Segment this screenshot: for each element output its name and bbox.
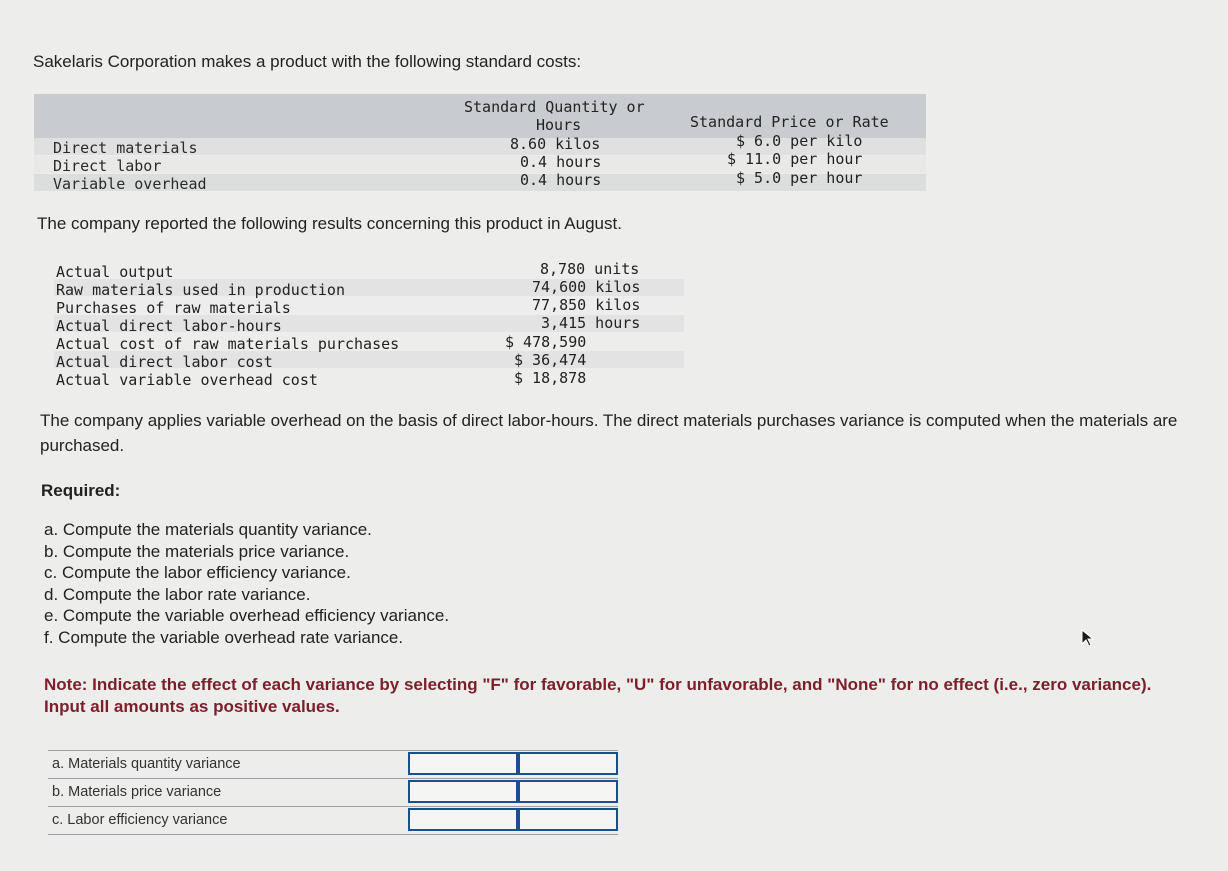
result-label: Actual variable overhead cost	[56, 371, 318, 389]
row-price: $ 11.0 per hour	[727, 150, 863, 168]
row-qty: 0.4 hours	[520, 153, 602, 171]
header-std-qty: Standard Quantity or	[464, 98, 645, 116]
row-price: $ 6.0 per kilo	[736, 132, 863, 150]
result-value: 77,850 kilos	[532, 296, 641, 314]
answer-table	[48, 750, 618, 835]
row-label: Direct labor	[53, 157, 162, 175]
amount-input[interactable]	[408, 780, 518, 803]
row-qty: 0.4 hours	[520, 171, 602, 189]
instruction-note: Note: Indicate the effect of each variance by selecting "F" for favorable, "U" for unfavorable, and "None" for no effect (i.e., zero variance). Input all amounts as positive values.	[44, 675, 1152, 716]
answer-row-label: b. Materials price variance	[52, 784, 222, 800]
results-intro: The company reported the following results concerning this product in August.	[37, 214, 622, 233]
requirement-item: b. Compute the materials price variance.	[44, 541, 350, 561]
method-paragraph: The company applies variable overhead on the basis of direct labor-hours. The direct materials purchases variance is computed when the materials are purchased.	[40, 411, 1178, 455]
amount-input[interactable]	[408, 752, 518, 775]
header-std-qty-hours: Hours	[536, 116, 582, 134]
result-label: Raw materials used in production	[56, 281, 345, 299]
effect-select[interactable]	[518, 752, 618, 775]
requirement-item: e. Compute the variable overhead efficiency variance.	[44, 606, 450, 625]
requirement-item: a. Compute the materials quantity variance.	[44, 520, 372, 539]
mouse-cursor-icon	[1080, 628, 1096, 648]
effect-select[interactable]	[518, 808, 618, 831]
requirement-item: f. Compute the variable overhead rate variance.	[44, 627, 404, 647]
result-value: $ 18,878	[514, 369, 587, 387]
result-label: Purchases of raw materials	[56, 299, 291, 317]
result-value: $ 36,474	[514, 351, 587, 369]
result-label: Actual direct labor cost	[56, 353, 273, 371]
row-qty: 8.60 kilos	[510, 135, 601, 153]
row-price: $ 5.0 per hour	[736, 169, 863, 187]
result-label: Actual direct labor-hours	[56, 317, 282, 335]
row-label: Variable overhead	[53, 175, 207, 193]
requirement-item: c. Compute the labor efficiency variance.	[44, 563, 351, 582]
requirement-item: d. Compute the labor rate variance.	[44, 584, 311, 604]
amount-input[interactable]	[408, 808, 518, 831]
intro-text: Sakelaris Corporation makes a product with the following standard costs:	[33, 52, 582, 71]
result-value: 74,600 kilos	[532, 278, 641, 296]
result-value: 8,780 units	[540, 260, 640, 278]
result-value: 3,415 hours	[541, 314, 641, 332]
result-label: Actual output	[56, 263, 174, 281]
effect-select[interactable]	[518, 780, 618, 803]
result-value: $ 478,590	[505, 333, 587, 351]
row-label: Direct materials	[53, 139, 198, 157]
header-std-price: Standard Price or Rate	[690, 113, 889, 131]
required-heading: Required:	[41, 481, 121, 500]
answer-row-label: a. Materials quantity variance	[52, 756, 241, 772]
requirements-list	[44, 519, 449, 648]
answer-row	[48, 750, 618, 779]
answer-row	[48, 779, 618, 807]
answer-row-label: c. Labor efficiency variance	[52, 812, 228, 828]
result-label: Actual cost of raw materials purchases	[56, 335, 400, 353]
answer-row	[48, 807, 618, 835]
